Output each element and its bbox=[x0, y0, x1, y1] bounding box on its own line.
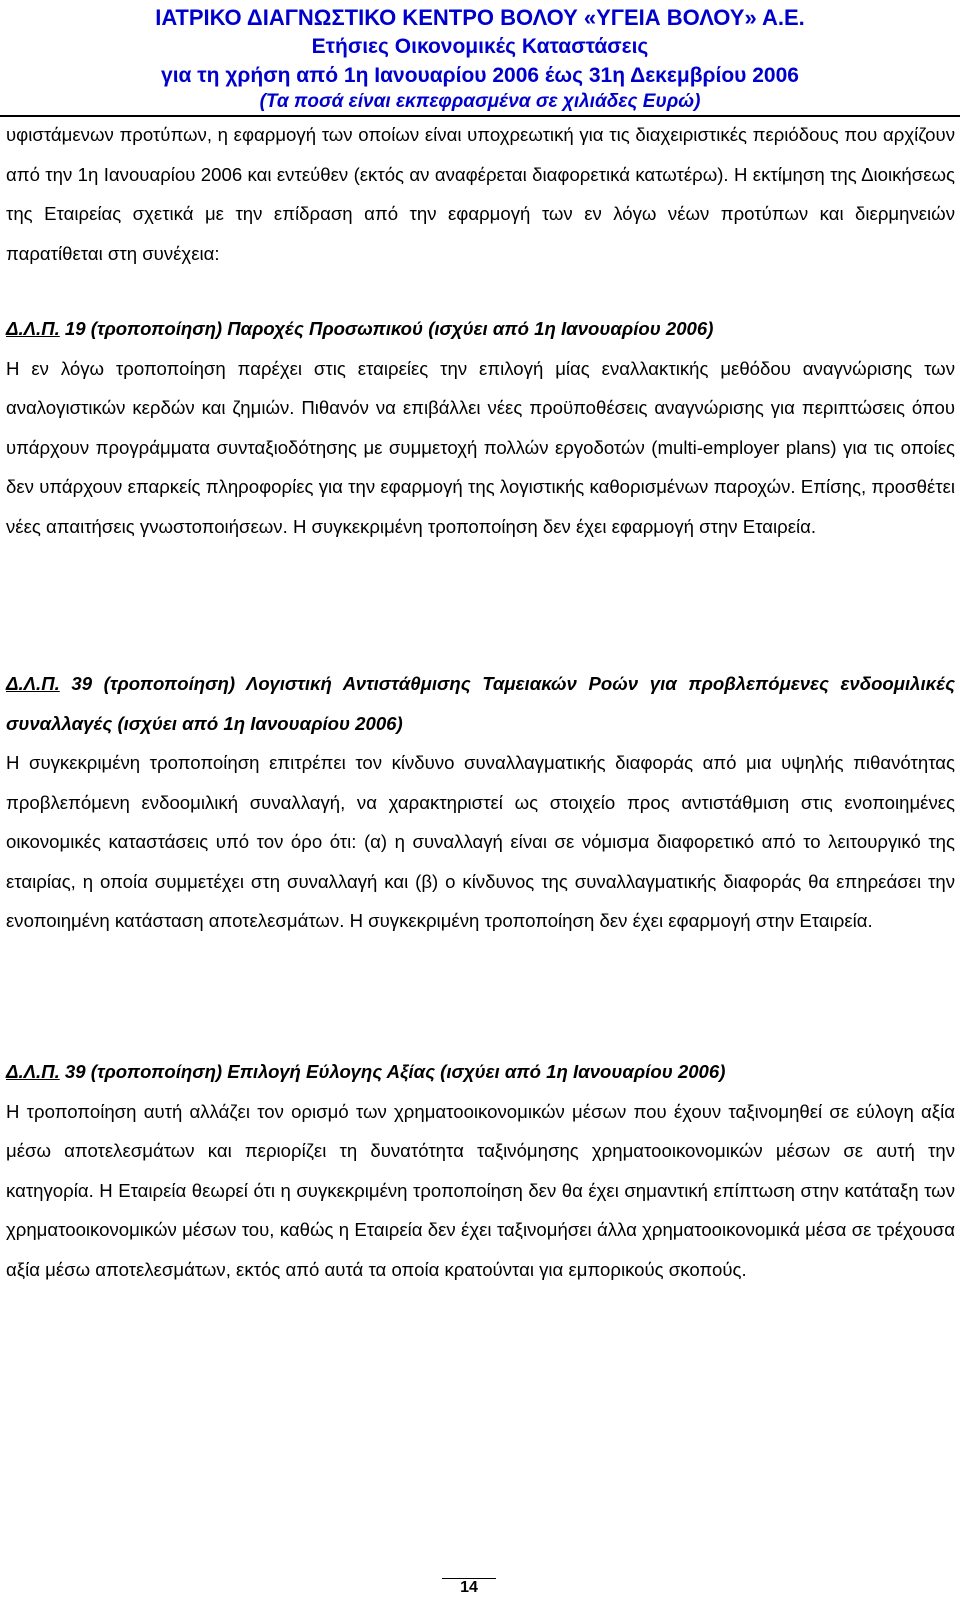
standard-prefix: Δ.Λ.Π. bbox=[6, 1061, 60, 1082]
section-ias39-cash-flow-hedge bbox=[6, 664, 955, 941]
intro-block bbox=[6, 115, 955, 273]
currency-note: (Τα ποσά είναι εκπεφρασμένα σε χιλιάδες Ευρώ) bbox=[259, 91, 701, 112]
page-number: 14 bbox=[460, 1579, 478, 1596]
section-heading bbox=[6, 309, 955, 349]
section-heading-text: 39 (τροποποίηση) Λογιστική Αντιστάθμισης Ταμειακών Ροών για προβλεπόμενες ενδοομιλικές συναλλαγές (ισχύει από 1η Ιανουαρίου 2006) bbox=[6, 673, 955, 734]
company-title: ΙΑΤΡΙΚΟ ΔΙΑΓΝΩΣΤΙΚΟ ΚΕΝΤΡΟ ΒΟΛΟΥ «ΥΓΕΙΑ ΒΟΛΟΥ» Α.Ε. bbox=[155, 5, 805, 30]
section-heading-text: 19 (τροποποίηση) Παροχές Προσωπικού (ισχύει από 1η Ιανουαρίου 2006) bbox=[64, 318, 714, 339]
statements-subtitle: Ετήσιες Οικονομικές Καταστάσεις bbox=[311, 35, 649, 58]
intro-paragraph: υφιστάμενων προτύπων, η εφαρμογή των οποίων είναι υποχρεωτική για τις διαχειριστικές περιόδους που αρχίζουν από την 1η Ιανουαρίου 2006 και εντεύθεν (εκτός αν αναφέρεται διαφορετικά κατωτέρω). Η εκτίμηση της Διοικήσεως της Εταιρείας σχετικά με την επίδραση από την εφαρμογή των εν λόγω νέων προτύπων και διερμηνειών παρατίθεται στη συνέχεια: bbox=[6, 124, 955, 264]
section-body: Η εν λόγω τροποποίηση παρέχει στις εταιρείες την επιλογή μίας εναλλακτικής μεθόδου αναγνώρισης των αναλογιστικών κερδών και ζημιών. Πιθανόν να επιβάλλει νέες προϋποθέσεις αναγνώρισης για περιπτώσεις όπου υπάρχουν προγράμματα συνταξιοδότησης με συμμετοχή πολλών εργοδοτών (multi-employer plans) για τις οποίες δεν υπάρχουν επαρκείς πληροφορίες για την εφαρμογή της λογιστικής καθορισμένων παροχών. Επίσης, προσθέτει νέες απαιτήσεις γνωστοποιήσεων. Η συγκεκριμένη τροποποίηση δεν έχει εφαρμογή στην Εταιρεία. bbox=[6, 357, 955, 537]
fiscal-period: για τη χρήση από 1η Ιανουαρίου 2006 έως 31η Δεκεμβρίου 2006 bbox=[161, 64, 799, 87]
standard-prefix: Δ.Λ.Π. bbox=[6, 318, 60, 339]
section-body: Η τροποποίηση αυτή αλλάζει τον ορισμό των χρηματοοικονομικών μέσων που έχουν ταξινομηθεί σε εύλογη αξία μέσω αποτελεσμάτων και περιορίζει τη δυνατότητα ταξινόμησης χρηματοοικονομικών μέσων σε αυτή την κατηγορία. Η Εταιρεία θεωρεί ότι η συγκεκριμένη τροποποίηση δεν θα έχει σημαντική επίπτωση στην κατάταξη των χρηματοοικονομικών μέσων του, καθώς η Εταιρεία δεν έχει ταξινομήσει άλλα χρηματοοικονομικά μέσα σε τρέχουσα αξία μέσω αποτελεσμάτων, εκτός από αυτά τα οποία κρατούνται για εμπορικούς σκοπούς. bbox=[6, 1100, 955, 1280]
section-body: Η συγκεκριμένη τροποποίηση επιτρέπει τον κίνδυνο συναλλαγματικής διαφοράς από μια υψηλής πιθανότητας προβλεπόμενη ενδοομιλική συναλλαγή, να χαρακτηριστεί ως στοιχείο προς αντιστάθμιση στις ενοποιημένες οικονομικές καταστάσεις υπό τον όρο ότι: (α) η συναλλαγή είναι σε νόμισμα διαφορετικό από το λειτουργικό της εταιρίας, η οποία συμμετέχει στη συναλλαγή και (β) ο κίνδυνος της συναλλαγματικής διαφοράς θα επηρεάσει την ενοποιημένη κατάσταση αποτελεσμάτων. Η συγκεκριμένη τροποποίηση δεν έχει εφαρμογή στην Εταιρεία. bbox=[6, 752, 955, 931]
section-heading-text: 39 (τροποποίηση) Επιλογή Εύλογης Αξίας (ισχύει από 1η Ιανουαρίου 2006) bbox=[64, 1061, 726, 1082]
section-heading bbox=[6, 664, 955, 743]
standard-prefix: Δ.Λ.Π. bbox=[6, 673, 60, 694]
section-ias19 bbox=[6, 309, 955, 546]
section-ias39-fair-value-option bbox=[6, 1052, 955, 1289]
section-heading bbox=[6, 1052, 955, 1092]
